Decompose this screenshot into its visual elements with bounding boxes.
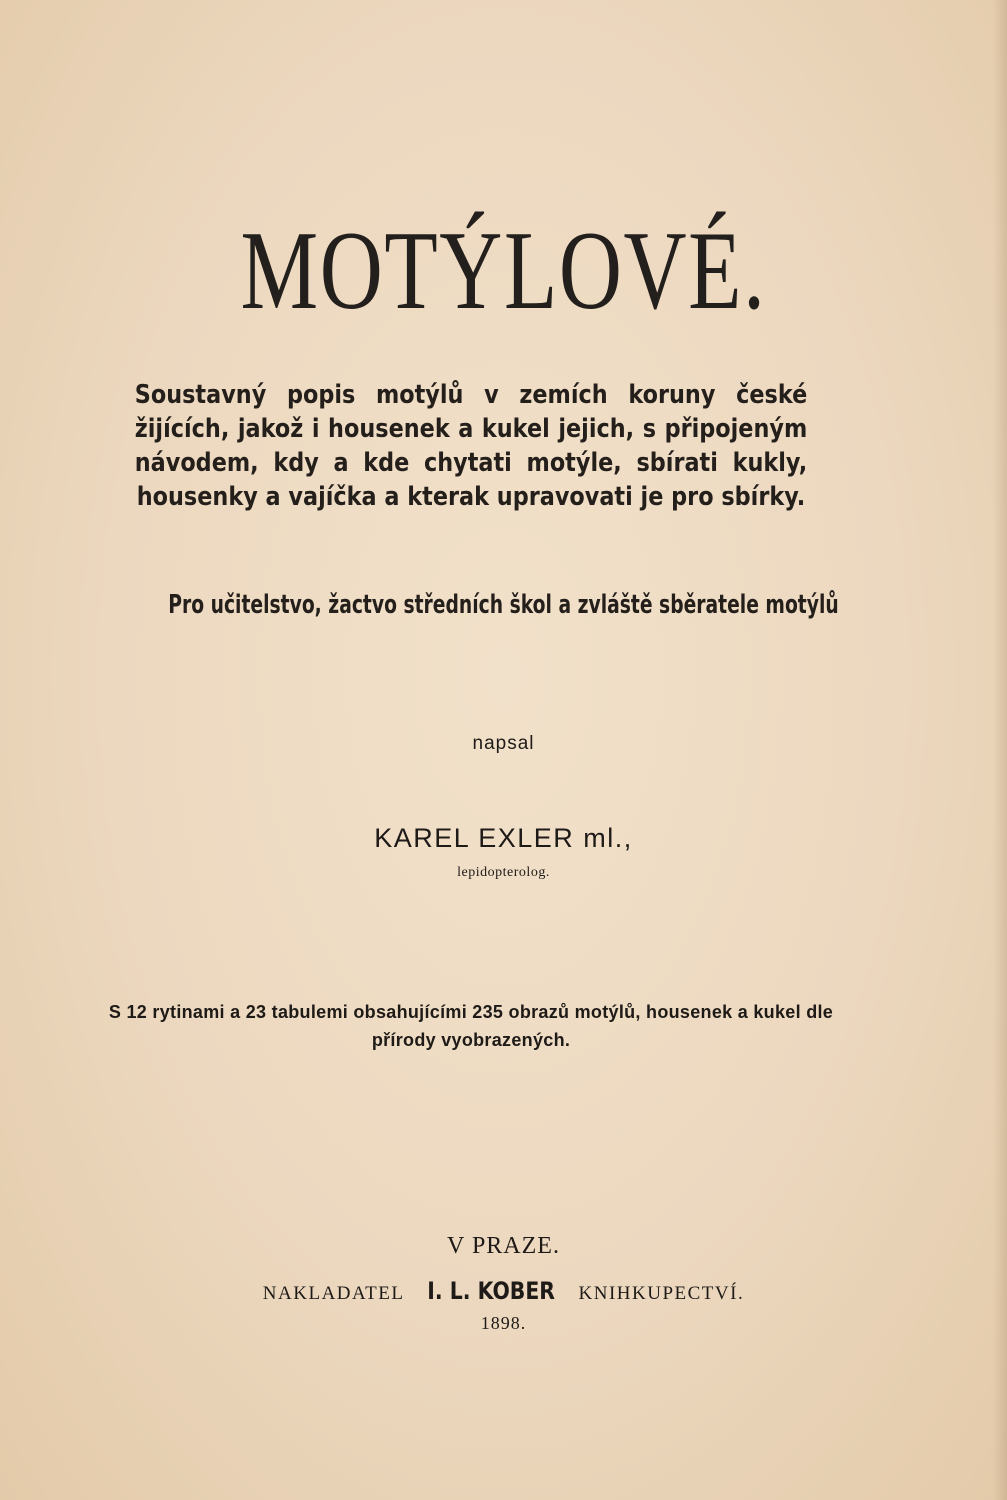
intended-audience: Pro učitelstvo, žactvo středních škol a zvláště sběratele motýlů xyxy=(168,590,839,620)
illustrations-note: S 12 rytinami a 23 tabulemi obsahujícími 235 obrazů motýlů, housenek a kukel dle přírody vyobrazených. xyxy=(108,1002,834,1050)
publication-year: 1898. xyxy=(480,1313,527,1333)
publisher-suffix: KNIHKUPECTVÍ. xyxy=(578,1283,745,1304)
publisher-name: I. L. KOBER xyxy=(427,1277,555,1305)
publication-city: V PRAZE. xyxy=(447,1233,560,1259)
author-name: KAREL EXLER ml., xyxy=(374,823,633,853)
authored-by-label: napsal xyxy=(472,733,535,754)
publisher-line xyxy=(0,1277,1007,1305)
publisher-prefix: NAKLADATEL xyxy=(262,1283,404,1304)
book-subtitle: Soustavný popis motýlů v zemích koruny české žijících, jakož i housenek a kukel jejich, s připojeným návodem, kdy a kde chytati motýle, sbírati kukly, housenky a vajíčka a kterak upravovati je pro sbírky. xyxy=(134,380,808,512)
author-profession: lepidopterolog. xyxy=(457,865,550,880)
book-title: MOTÝLOVÉ. xyxy=(240,209,767,333)
